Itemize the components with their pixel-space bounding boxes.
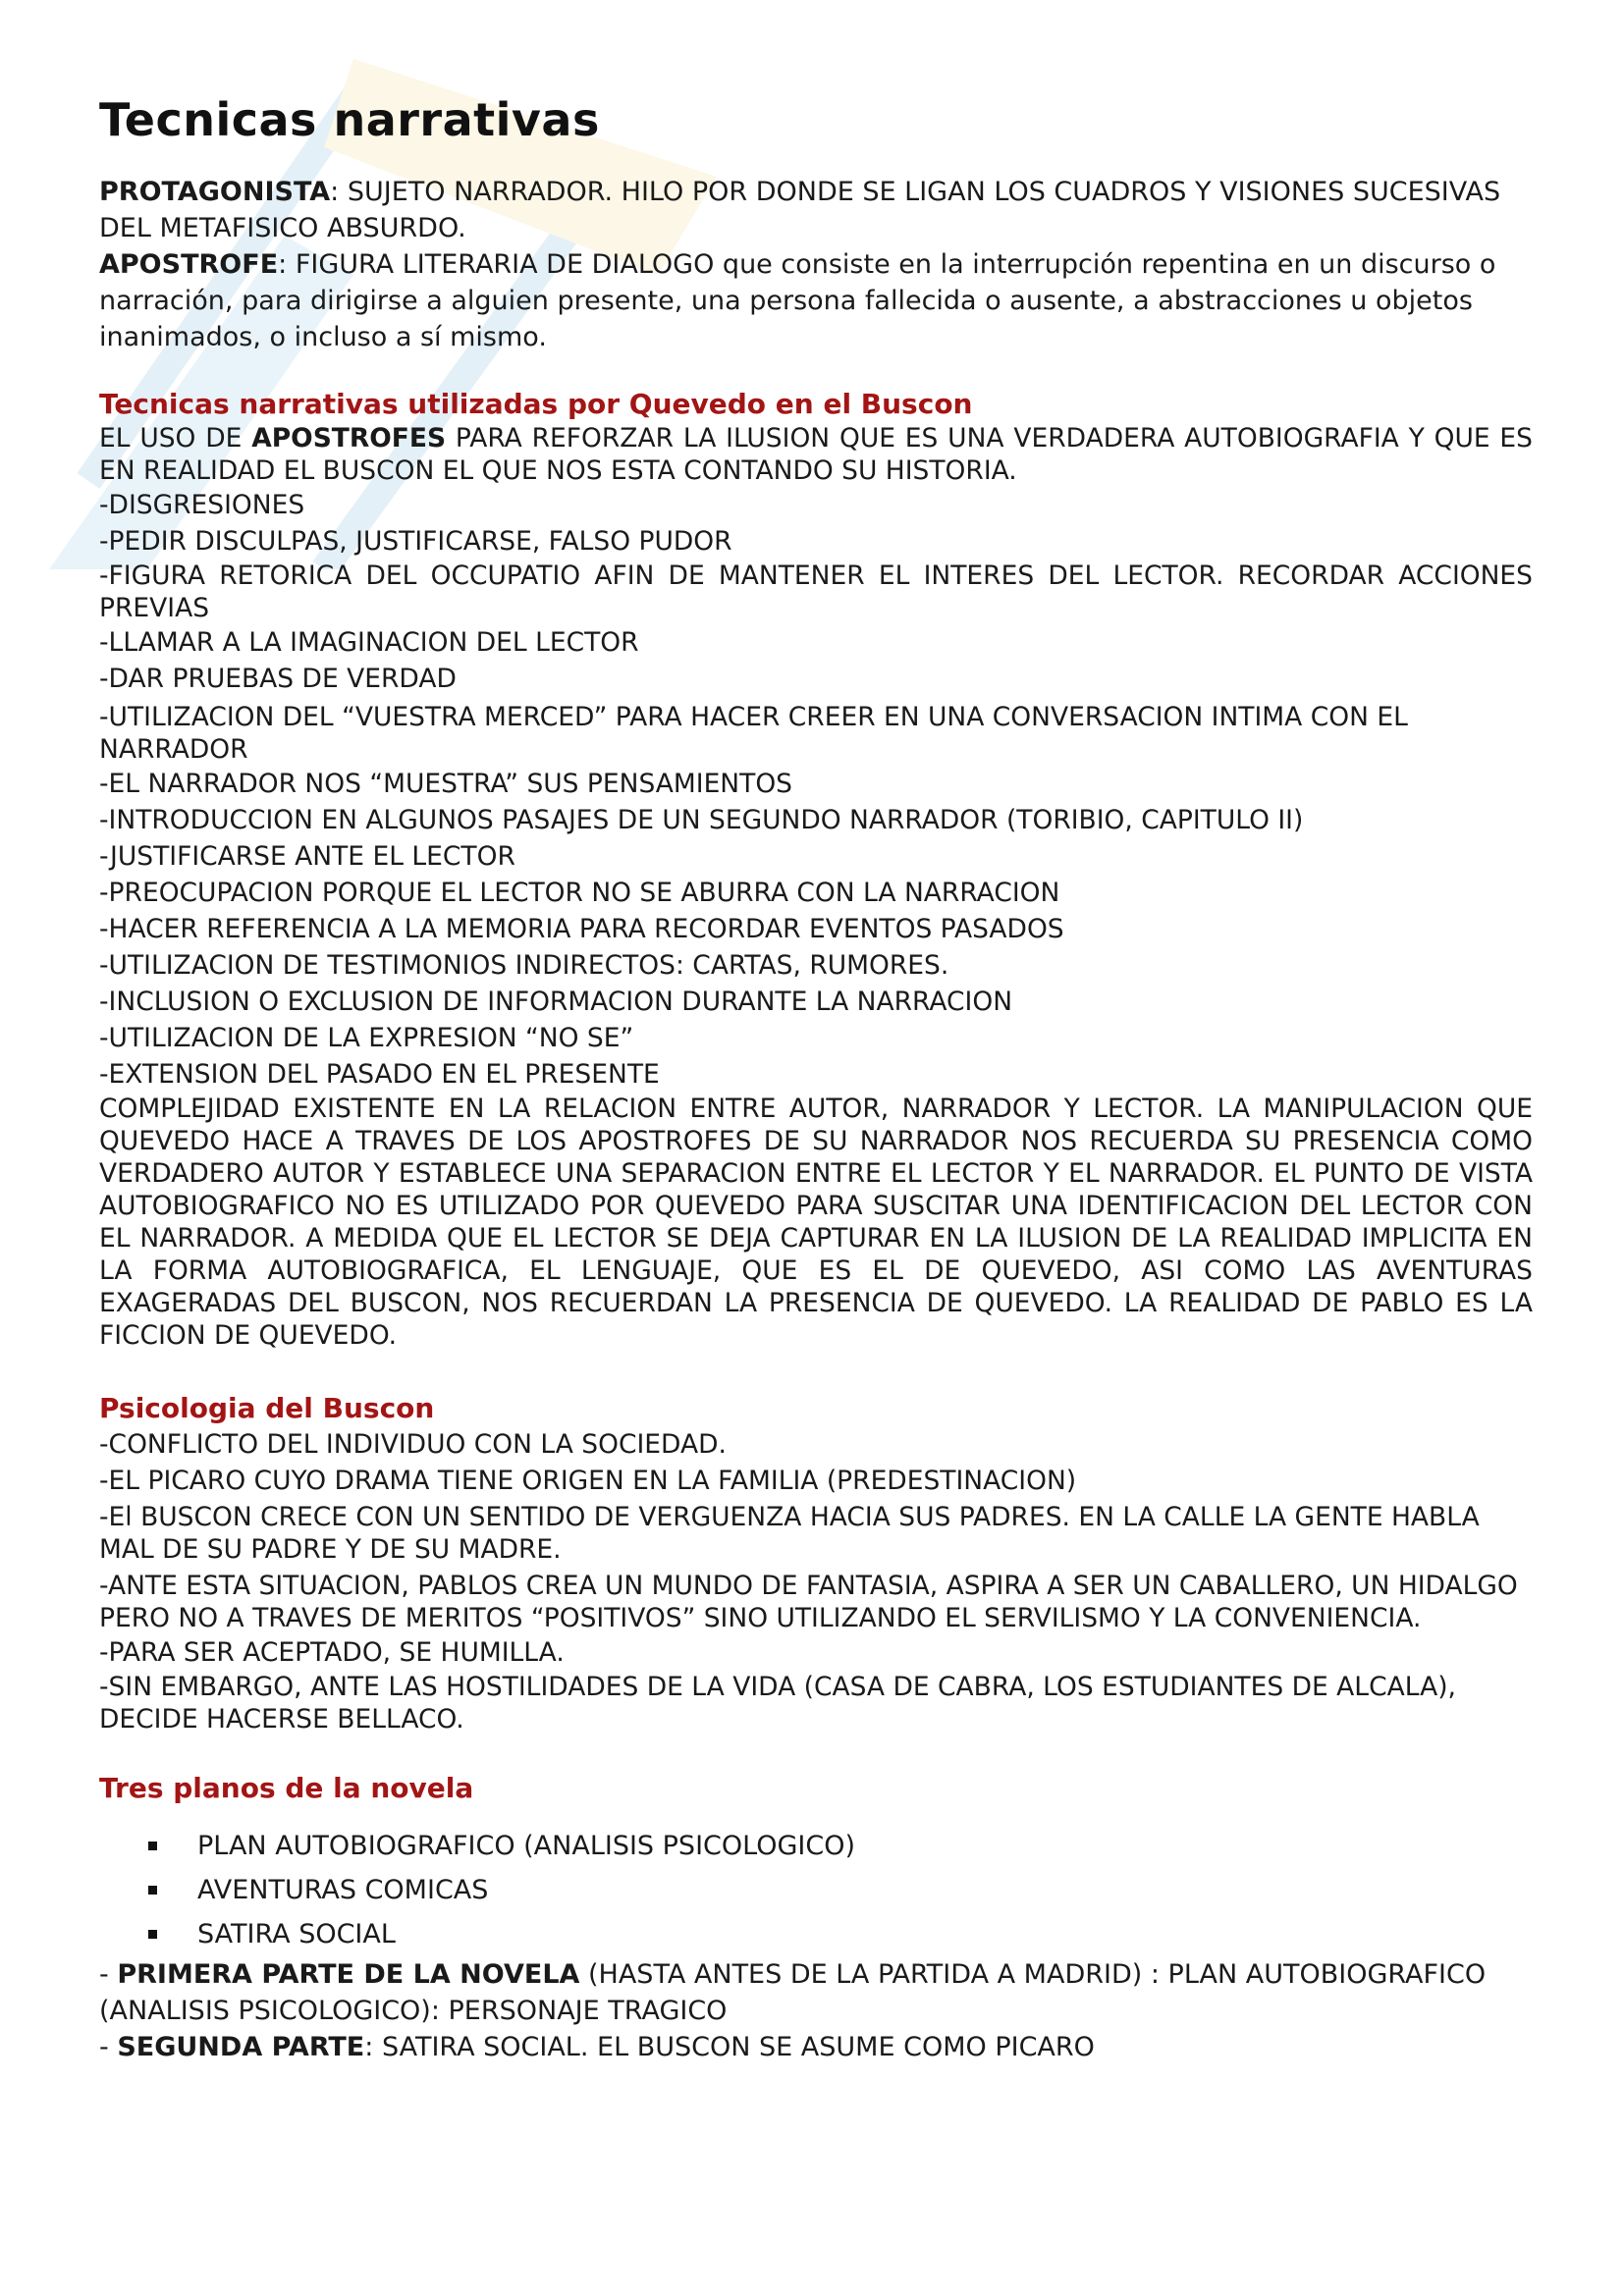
list-item: -EL PICARO CUYO DRAMA TIENE ORIGEN EN LA FAMILIA (PREDESTINACION): [99, 1466, 1077, 1496]
planos-bullet-list: [99, 1824, 1533, 1956]
definition-protagonista: [99, 174, 1533, 246]
list-item: -FIGURA RETORICA DEL OCCUPATIO AFIN DE MANTENER EL INTERES DEL LECTOR. RECORDAR ACCIONES PREVIAS: [99, 561, 1533, 623]
document-page: [99, 93, 1533, 2065]
intro-text: EL USO DE: [99, 423, 252, 454]
page-title: Tecnicas narrativas: [99, 93, 600, 146]
part-bold: PRIMERA PARTE DE LA NOVELA: [117, 1959, 580, 1990]
list-item: -INCLUSION O EXCLUSION DE INFORMACION DURANTE LA NARRACION: [99, 987, 1013, 1017]
list-item: -JUSTIFICARSE ANTE EL LECTOR: [99, 841, 515, 872]
definition-term: PROTAGONISTA: [99, 177, 331, 207]
section-heading-planos: Tres planos de la novela: [99, 1772, 474, 1804]
definition-apostrofe: [99, 246, 1533, 355]
list-item: -PARA SER ACEPTADO, SE HUMILLA.: [99, 1637, 565, 1668]
bullet-item: SATIRA SOCIAL: [148, 1912, 1533, 1956]
list-item: -HACER REFERENCIA A LA MEMORIA PARA RECORDAR EVENTOS PASADOS: [99, 914, 1064, 944]
definition-term: APOSTROFE: [99, 249, 279, 280]
list-item: -LLAMAR A LA IMAGINACION DEL LECTOR: [99, 627, 639, 658]
list-item: -CONFLICTO DEL INDIVIDUO CON LA SOCIEDAD.: [99, 1429, 727, 1460]
list-item: -INTRODUCCION EN ALGUNOS PASAJES DE UN SEGUNDO NARRADOR (TORIBIO, CAPITULO II): [99, 805, 1304, 835]
section1-intro: [99, 422, 1533, 487]
part-primera: [99, 1956, 1533, 2029]
list-item: -EL NARRADOR NOS “MUESTRA” SUS PENSAMIENTOS: [99, 769, 793, 799]
list-item: -El BUSCON CRECE CON UN SENTIDO DE VERGUENZA HACIA SUS PADRES. EN LA CALLE LA GENTE HABLA MAL DE SU PADRE Y DE SU MADRE.: [99, 1502, 1480, 1565]
list-item: -UTILIZACION DEL “VUESTRA MERCED” PARA HACER CREER EN UNA CONVERSACION INTIMA CON EL NARRADOR: [99, 702, 1408, 765]
list-item: -UTILIZACION DE LA EXPRESION “NO SE”: [99, 1023, 634, 1053]
list-item: -DISGRESIONES: [99, 490, 305, 520]
section2-list: [99, 1426, 1533, 1735]
definition-text: : SUJETO NARRADOR. HILO POR DONDE SE LIGAN LOS CUADROS Y VISIONES SUCESIVAS DEL METAFISICO ABSURDO.: [99, 177, 1501, 243]
part-bold: SEGUNDA PARTE: [117, 2032, 365, 2062]
section1-closing: COMPLEJIDAD EXISTENTE EN LA RELACION ENTRE AUTOR, NARRADOR Y LECTOR. LA MANIPULACION QUE QUEVEDO HACE A TRAVES DE LOS APOSTROFES DE SU NARRADOR NOS RECUERDA SU PRESENCIA COMO VERDADERO AUTOR Y ESTABLECE UNA SEPARACION ENTRE EL LECTOR Y EL NARRADOR. EL PUNTO DE VISTA AUTOBIOGRAFICO NO ES UTILIZADO POR QUEVEDO PARA SUSCITAR UNA IDENTIFICACION DEL LECTOR CON EL NARRADOR. A MEDIDA QUE EL LECTOR SE DEJA CAPTURAR EN LA ILUSION DE LA REALIDAD IMPLICITA EN LA FORMA AUTOBIOGRAFICA, EL LENGUAJE, QUE ES EL DE QUEVEDO, ASI COMO LAS AVENTURAS EXAGERADAS DEL BUSCON, NOS RECUERDAN LA PRESENCIA DE QUEVEDO. LA REALIDAD DE PABLO ES LA FICCION DE QUEVEDO.: [99, 1094, 1533, 1351]
list-item: -SIN EMBARGO, ANTE LAS HOSTILIDADES DE LA VIDA (CASA DE CABRA, LOS ESTUDIANTES DE ALCALA), DECIDE HACERSE BELLACO.: [99, 1672, 1456, 1735]
section-heading-tecnicas: Tecnicas narrativas utilizadas por Quevedo en el Buscon: [99, 388, 973, 420]
part-prefix: -: [99, 2032, 118, 2062]
definition-text: : FIGURA LITERARIA DE DIALOGO que consiste en la interrupción repentina en un discurso o narración, para dirigirse a alguien presente, una persona fallecida o ausente, a abstracciones u objetos inanimados, o incluso a sí mismo.: [99, 249, 1496, 352]
part-segunda: [99, 2029, 1533, 2065]
intro-text: PARA REFORZAR LA ILUSION QUE ES UNA VERDADERA AUTOBIOGRAFIA Y QUE ES EN REALIDAD EL BUSCON EL QUE NOS ESTA CONTANDO SU HISTORIA.: [99, 423, 1534, 486]
part-prefix: -: [99, 1959, 118, 1990]
list-item: -UTILIZACION DE TESTIMONIOS INDIRECTOS: CARTAS, RUMORES.: [99, 950, 949, 981]
intro-bold: APOSTROFES: [251, 423, 447, 454]
list-item: -EXTENSION DEL PASADO EN EL PRESENTE: [99, 1059, 660, 1090]
list-item: -PREOCUPACION PORQUE EL LECTOR NO SE ABURRA CON LA NARRACION: [99, 878, 1060, 908]
list-item: -ANTE ESTA SITUACION, PABLOS CREA UN MUNDO DE FANTASIA, ASPIRA A SER UN CABALLERO, UN HIDALGO PERO NO A TRAVES DE MERITOS “POSITIVOS” SINO UTILIZANDO EL SERVILISMO Y LA CONVENIENCIA.: [99, 1571, 1518, 1633]
section1-list: [99, 487, 1533, 1093]
part-text: : SATIRA SOCIAL. EL BUSCON SE ASUME COMO PICARO: [364, 2032, 1095, 2062]
bullet-item: PLAN AUTOBIOGRAFICO (ANALISIS PSICOLOGICO): [148, 1824, 1533, 1868]
list-item: -PEDIR DISCULPAS, JUSTIFICARSE, FALSO PUDOR: [99, 526, 732, 557]
bullet-item: AVENTURAS COMICAS: [148, 1868, 1533, 1912]
section-heading-psicologia: Psicologia del Buscon: [99, 1392, 435, 1424]
list-item: -DAR PRUEBAS DE VERDAD: [99, 664, 457, 694]
part-text: (HASTA ANTES DE LA PARTIDA A MADRID) : PLAN AUTOBIOGRAFICO (ANALISIS PSICOLOGICO): PERSONAJE TRAGICO: [99, 1959, 1487, 2026]
